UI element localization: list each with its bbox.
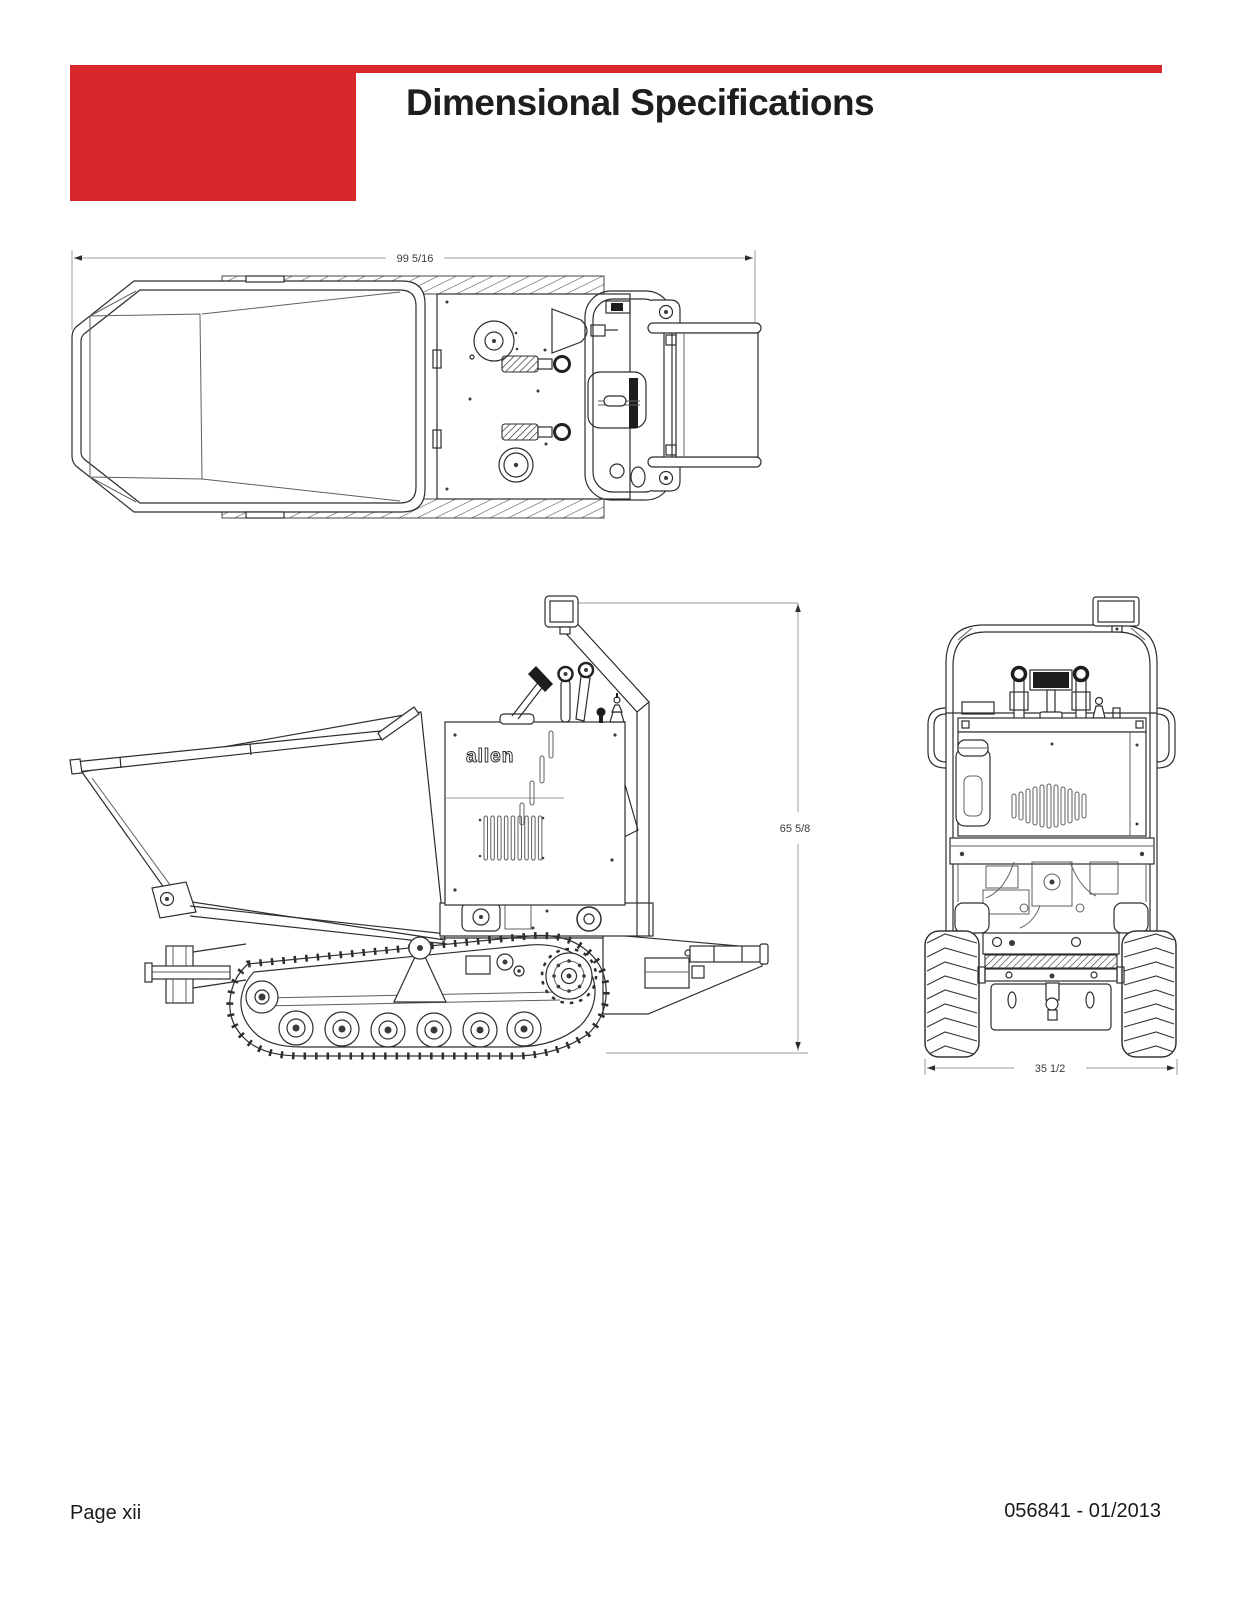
rear-view-drawing bbox=[900, 580, 1200, 1095]
side-view-track bbox=[230, 935, 606, 1056]
page-title: Dimensional Specifications bbox=[406, 82, 875, 123]
rear-view-axle bbox=[978, 933, 1124, 1030]
top-view-engine-deck bbox=[433, 294, 646, 499]
side-view-deck-base bbox=[440, 903, 653, 936]
side-view-drawing bbox=[60, 575, 820, 1080]
top-view-operator-platform bbox=[648, 300, 761, 491]
top-view-hopper bbox=[72, 276, 425, 518]
top-view-drawing bbox=[60, 245, 770, 535]
dimension-label-overall-height: 65 5/8 bbox=[779, 823, 811, 835]
dimension-label-overall-length: 99 5/16 bbox=[396, 253, 434, 265]
footer-doc-code: 056841 - 01/2013 bbox=[1004, 1500, 1161, 1522]
side-view-engine-box bbox=[445, 722, 638, 905]
brand-logo: allen bbox=[466, 746, 515, 767]
side-view-hopper bbox=[70, 707, 447, 944]
header-accent-block bbox=[70, 65, 356, 201]
rear-view-panel bbox=[956, 718, 1146, 836]
rear-view-controls bbox=[946, 668, 1157, 721]
side-view-dimension bbox=[780, 603, 811, 1051]
dimension-label-overall-width: 35 1/2 bbox=[1034, 1063, 1066, 1075]
rear-view-dimension bbox=[925, 1059, 1177, 1075]
footer-page-number: Page xii bbox=[70, 1502, 142, 1524]
rear-view-right-fender bbox=[1114, 903, 1148, 933]
rear-view-bumper bbox=[950, 838, 1154, 864]
rear-view-left-fender bbox=[955, 903, 989, 933]
